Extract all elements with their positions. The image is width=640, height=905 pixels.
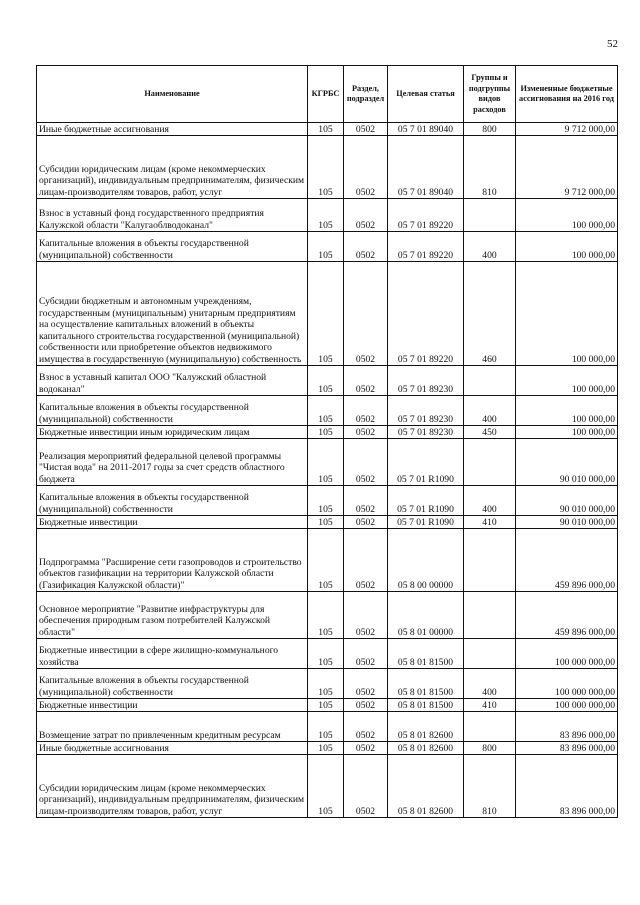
cell-group <box>464 366 516 396</box>
cell-group: 810 <box>464 755 516 818</box>
table-row <box>37 669 618 699</box>
table-row <box>37 639 618 669</box>
cell-group: 400 <box>464 486 516 516</box>
cell-group <box>464 439 516 486</box>
cell-section: 0502 <box>344 669 388 699</box>
cell-ktrbs: 105 <box>308 262 344 366</box>
cell-ktrbs: 105 <box>308 712 344 742</box>
cell-group: 460 <box>464 262 516 366</box>
cell-name: Иные бюджетные ассигнования <box>37 123 308 136</box>
cell-name: Капитальные вложения в объекты государственной (муниципальной) собственности <box>37 396 308 426</box>
cell-name: Капитальные вложения в объекты государственной (муниципальной) собственности <box>37 232 308 262</box>
cell-group: 450 <box>464 426 516 439</box>
cell-group <box>464 529 516 592</box>
cell-amount: 83 896 000,00 <box>516 742 618 755</box>
cell-name: Бюджетные инвестиции иным юридическим лицам <box>37 426 308 439</box>
budget-table <box>36 65 618 818</box>
cell-target: 05 7 01 89220 <box>388 232 464 262</box>
table-row <box>37 529 618 592</box>
cell-section: 0502 <box>344 639 388 669</box>
cell-target: 05 8 01 82600 <box>388 712 464 742</box>
cell-group <box>464 639 516 669</box>
cell-ktrbs: 105 <box>308 486 344 516</box>
cell-amount: 100 000,00 <box>516 199 618 232</box>
cell-name: Возмещение затрат по привлеченным кредитным ресурсам <box>37 712 308 742</box>
table-row <box>37 232 618 262</box>
cell-target: 05 8 00 00000 <box>388 529 464 592</box>
cell-group: 400 <box>464 669 516 699</box>
cell-target: 05 7 01 89040 <box>388 136 464 199</box>
header-ktrbs: КГРБС <box>308 66 344 123</box>
cell-section: 0502 <box>344 123 388 136</box>
cell-amount: 100 000,00 <box>516 396 618 426</box>
cell-section: 0502 <box>344 366 388 396</box>
cell-group: 400 <box>464 396 516 426</box>
table-body <box>37 123 618 818</box>
table-row <box>37 136 618 199</box>
cell-amount: 100 000,00 <box>516 262 618 366</box>
cell-ktrbs: 105 <box>308 669 344 699</box>
cell-section: 0502 <box>344 199 388 232</box>
cell-name: Основное мероприятие "Развитие инфраструктуры для обеспечения природным газом потребителей Калужской области" <box>37 592 308 639</box>
cell-target: 05 8 01 81500 <box>388 699 464 712</box>
table-row <box>37 486 618 516</box>
cell-ktrbs: 105 <box>308 592 344 639</box>
cell-group: 410 <box>464 516 516 529</box>
cell-name: Капитальные вложения в объекты государственной (муниципальной) собственности <box>37 486 308 516</box>
cell-name: Подпрограмма "Расширение сети газопроводов и строительство объектов газификации на территории Калужской области (Газификация Калужской области)" <box>37 529 308 592</box>
table-row <box>37 396 618 426</box>
cell-name: Субсидии бюджетным и автономным учреждениям, государственным (муниципальным) унитарным предприятиям на осуществление капитальных вложений в объекты капитального строительства государственной (муниципальной) собственности или приобретение объектов недвижимого имущества в государственную (муниципальную) собственность <box>37 262 308 366</box>
cell-ktrbs: 105 <box>308 366 344 396</box>
cell-ktrbs: 105 <box>308 396 344 426</box>
cell-name: Взнос в уставный капитал ООО "Калужский областной водоканал" <box>37 366 308 396</box>
cell-group <box>464 199 516 232</box>
cell-section: 0502 <box>344 426 388 439</box>
table-row <box>37 262 618 366</box>
cell-section: 0502 <box>344 755 388 818</box>
cell-name: Капитальные вложения в объекты государственной (муниципальной) собственности <box>37 669 308 699</box>
cell-section: 0502 <box>344 262 388 366</box>
cell-group <box>464 712 516 742</box>
cell-name: Бюджетные инвестиции <box>37 516 308 529</box>
cell-amount: 9 712 000,00 <box>516 136 618 199</box>
cell-target: 05 8 01 81500 <box>388 669 464 699</box>
table-header-row <box>37 66 618 123</box>
cell-section: 0502 <box>344 516 388 529</box>
cell-target: 05 7 01 R1090 <box>388 516 464 529</box>
cell-name: Субсидии юридическим лицам (кроме некоммерческих организаций), индивидуальным предпринимателям, физическим лицам-производителям товаров, работ, услуг <box>37 136 308 199</box>
cell-amount: 100 000 000,00 <box>516 639 618 669</box>
cell-ktrbs: 105 <box>308 755 344 818</box>
table-row <box>37 699 618 712</box>
cell-target: 05 8 01 82600 <box>388 755 464 818</box>
cell-amount: 83 896 000,00 <box>516 712 618 742</box>
table-row <box>37 426 618 439</box>
table-row <box>37 592 618 639</box>
cell-target: 05 7 01 R1090 <box>388 486 464 516</box>
cell-target: 05 8 01 81500 <box>388 639 464 669</box>
cell-group: 810 <box>464 136 516 199</box>
table-row <box>37 366 618 396</box>
cell-section: 0502 <box>344 742 388 755</box>
table-row <box>37 516 618 529</box>
cell-ktrbs: 105 <box>308 136 344 199</box>
header-target: Целевая статья <box>388 66 464 123</box>
cell-section: 0502 <box>344 396 388 426</box>
cell-ktrbs: 105 <box>308 529 344 592</box>
cell-section: 0502 <box>344 592 388 639</box>
cell-target: 05 8 01 82600 <box>388 742 464 755</box>
cell-amount: 90 010 000,00 <box>516 516 618 529</box>
cell-section: 0502 <box>344 439 388 486</box>
cell-ktrbs: 105 <box>308 123 344 136</box>
cell-section: 0502 <box>344 699 388 712</box>
cell-amount: 459 896 000,00 <box>516 592 618 639</box>
cell-ktrbs: 105 <box>308 232 344 262</box>
cell-amount: 83 896 000,00 <box>516 755 618 818</box>
cell-amount: 100 000 000,00 <box>516 669 618 699</box>
cell-amount: 90 010 000,00 <box>516 439 618 486</box>
cell-amount: 100 000,00 <box>516 366 618 396</box>
cell-ktrbs: 105 <box>308 639 344 669</box>
cell-name: Бюджетные инвестиции в сфере жилищно-коммунального хозяйства <box>37 639 308 669</box>
header-amount: Измененные бюджетные ассигнования на 2016 год <box>516 66 618 123</box>
cell-target: 05 8 01 00000 <box>388 592 464 639</box>
table-row <box>37 439 618 486</box>
cell-ktrbs: 105 <box>308 439 344 486</box>
cell-amount: 90 010 000,00 <box>516 486 618 516</box>
cell-name: Реализация мероприятий федеральной целевой программы "Чистая вода" на 2011-2017 годы за счет средств областного бюджета <box>37 439 308 486</box>
cell-name: Бюджетные инвестиции <box>37 699 308 712</box>
header-name: Наименование <box>37 66 308 123</box>
table-row <box>37 712 618 742</box>
cell-section: 0502 <box>344 529 388 592</box>
cell-ktrbs: 105 <box>308 426 344 439</box>
cell-ktrbs: 105 <box>308 199 344 232</box>
cell-ktrbs: 105 <box>308 516 344 529</box>
cell-group <box>464 592 516 639</box>
cell-target: 05 7 01 89040 <box>388 123 464 136</box>
table-row <box>37 123 618 136</box>
table-row <box>37 755 618 818</box>
header-group: Группы и подгруппы видов расходов <box>464 66 516 123</box>
cell-group: 410 <box>464 699 516 712</box>
cell-section: 0502 <box>344 232 388 262</box>
cell-target: 05 7 01 89230 <box>388 366 464 396</box>
cell-amount: 100 000,00 <box>516 232 618 262</box>
cell-group: 800 <box>464 742 516 755</box>
cell-target: 05 7 01 89230 <box>388 426 464 439</box>
table-row <box>37 742 618 755</box>
cell-section: 0502 <box>344 486 388 516</box>
cell-target: 05 7 01 89220 <box>388 199 464 232</box>
cell-ktrbs: 105 <box>308 699 344 712</box>
cell-target: 05 7 01 89230 <box>388 396 464 426</box>
cell-section: 0502 <box>344 712 388 742</box>
cell-section: 0502 <box>344 136 388 199</box>
cell-target: 05 7 01 R1090 <box>388 439 464 486</box>
page-number: 52 <box>607 38 618 50</box>
cell-ktrbs: 105 <box>308 742 344 755</box>
cell-group: 800 <box>464 123 516 136</box>
cell-name: Взнос в уставный фонд государственного предприятия Калужской области "Калугаоблводоканал" <box>37 199 308 232</box>
cell-target: 05 7 01 89220 <box>388 262 464 366</box>
cell-name: Субсидии юридическим лицам (кроме некоммерческих организаций), индивидуальным предпринимателям, физическим лицам-производителям товаров, работ, услуг <box>37 755 308 818</box>
cell-amount: 9 712 000,00 <box>516 123 618 136</box>
table-row <box>37 199 618 232</box>
cell-amount: 100 000,00 <box>516 426 618 439</box>
cell-amount: 459 896 000,00 <box>516 529 618 592</box>
header-section: Раздел, подраздел <box>344 66 388 123</box>
cell-group: 400 <box>464 232 516 262</box>
cell-name: Иные бюджетные ассигнования <box>37 742 308 755</box>
cell-amount: 100 000 000,00 <box>516 699 618 712</box>
